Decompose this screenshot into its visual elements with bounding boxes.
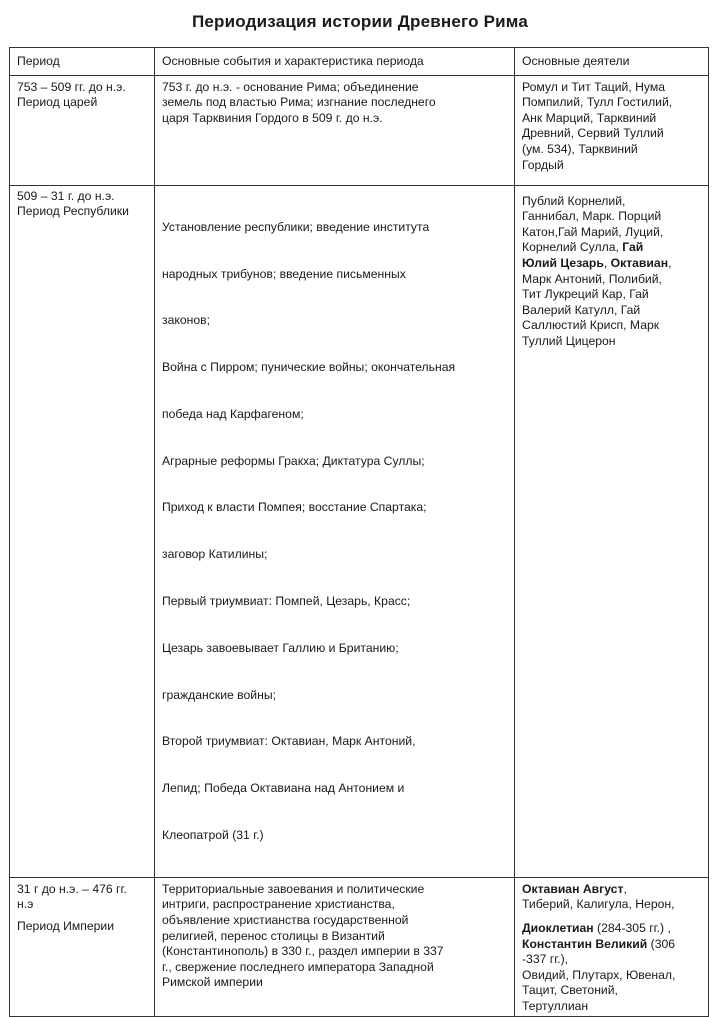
header-figures: Основные деятели [515, 48, 709, 76]
figures-cell [515, 185, 709, 877]
figures-line: Тиберий, Калигула, Нерон, [522, 897, 675, 912]
events-line: Лепид; Победа Октавиана над Антонием и [162, 781, 405, 796]
events-line: интриги, распространение христианства, [162, 897, 395, 912]
figures-line: Туллий Цицерон [522, 333, 616, 348]
events-line: религией, перенос столицы в Византий [162, 928, 385, 943]
figures-text: , [623, 881, 627, 896]
table-row-empire [10, 877, 709, 1017]
figures-bold-text: Гай [622, 240, 644, 255]
figures-line [522, 937, 701, 953]
figures-line: Валерий Катулл, Гай [522, 302, 641, 317]
events-line: победа над Карфагеном; [162, 406, 304, 421]
events-cell [155, 877, 515, 1017]
figures-cell [515, 75, 709, 185]
events-line: Римской империи [162, 975, 263, 990]
events-line: 753 г. до н.э. - основание Рима; объединение [162, 79, 419, 94]
events-line: (Константинополь) в 330 г., раздел империи в 337 [162, 944, 444, 959]
figures-line [522, 921, 701, 937]
figures-text: Корнелий Сулла, [522, 240, 623, 255]
figures-line: -337 гг.), [522, 952, 569, 967]
figures-line: Марк Антоний, Полибий, [522, 271, 662, 286]
period-name: Период Республики [17, 204, 129, 219]
figures-line: Овидий, Плутарх, Ювенал, [522, 967, 676, 982]
period-cell [10, 185, 155, 877]
period-name: Период царей [17, 95, 98, 110]
events-line: Установление республики; введение института [162, 219, 430, 234]
figures-line [522, 256, 701, 272]
figures-text: (284-305 гг.) , [593, 920, 671, 935]
events-line: объявление христианства государственной [162, 912, 409, 927]
header-events: Основные события и характеристика периода [155, 48, 515, 76]
figures-line: Анк Марций, Тарквиний [522, 110, 657, 125]
figures-line: Ганнибал, Марк. Порций [522, 209, 662, 224]
figures-line: Древний, Сервий Туллий [522, 126, 664, 141]
events-line: заговор Катилины; [162, 547, 268, 562]
events-line: г., свержение последнего императора Западной [162, 959, 434, 974]
figures-line: Саллюстий Крисп, Марк [522, 318, 660, 333]
figures-bold-text: Октавиан [610, 255, 669, 270]
events-line: Война с Пирром; пунические войны; окончательная [162, 360, 456, 375]
events-line: Цезарь завоевывает Галлию и Британию; [162, 640, 399, 655]
figures-bold-text: Константин Великий [522, 936, 648, 951]
table-row-kings [10, 75, 709, 185]
events-line: гражданские войны; [162, 687, 276, 702]
figures-line: (ум. 534), Тарквиний [522, 141, 638, 156]
period-dates: 509 – 31 г. до н.э. [17, 188, 115, 203]
events-line: земель под властью Рима; изгнание последнего [162, 95, 436, 110]
page-title: Периодизация истории Древнего Рима [191, 12, 529, 31]
header-period: Период [10, 48, 155, 76]
figures-line: Публий Корнелий, [522, 193, 626, 208]
figures-bold-text: Октавиан Август [522, 881, 624, 896]
period-cell [10, 75, 155, 185]
period-dates: н.э [17, 897, 34, 912]
period-dates: 31 г до н.э. – 476 гг. [17, 881, 127, 896]
events-line: Клеопатрой (31 г.) [162, 827, 264, 842]
events-line: Аграрные реформы Гракха; Диктатура Суллы; [162, 453, 425, 468]
period-name: Период Империи [17, 918, 115, 933]
events-cell [155, 75, 515, 185]
events-line: Территориальные завоевания и политические [162, 881, 425, 896]
figures-line: Гордый [522, 157, 564, 172]
table-header-row [10, 48, 709, 76]
period-dates: 753 – 509 гг. до н.э. [17, 79, 126, 94]
events-line: Приход к власти Помпея; восстание Спартака; [162, 500, 427, 515]
table-row-republic [10, 185, 709, 877]
events-line: Второй триумвиат: Октавиан, Марк Антоний, [162, 734, 416, 749]
events-line: законов; [162, 313, 210, 328]
figures-text: , [603, 255, 611, 270]
figures-line: Ромул и Тит Таций, Нума [522, 79, 666, 94]
periodization-table [9, 47, 709, 1017]
figures-line [522, 882, 701, 898]
events-line: царя Тарквиния Гордого в 509 г. до н.э. [162, 110, 383, 125]
events-line: Первый триумвиат: Помпей, Цезарь, Красс; [162, 594, 411, 609]
events-cell [155, 185, 515, 877]
figures-cell [515, 877, 709, 1017]
figures-line: Тацит, Светоний, [522, 983, 618, 998]
figures-text: (306 [647, 936, 676, 951]
figures-line: Тертуллиан [522, 998, 589, 1013]
period-cell [10, 877, 155, 1017]
figures-line: Тит Лукреций Кар, Гай [522, 287, 649, 302]
figures-line: Помпилий, Тулл Гостилий, [522, 95, 673, 110]
figures-line: Катон,Гай Марий, Луций, [522, 224, 664, 239]
figures-line [522, 240, 701, 256]
figures-bold-text: Юлий Цезарь [522, 255, 604, 270]
events-line: народных трибунов; введение письменных [162, 266, 406, 281]
figures-text: , [668, 255, 672, 270]
figures-bold-text: Диоклетиан [522, 920, 594, 935]
